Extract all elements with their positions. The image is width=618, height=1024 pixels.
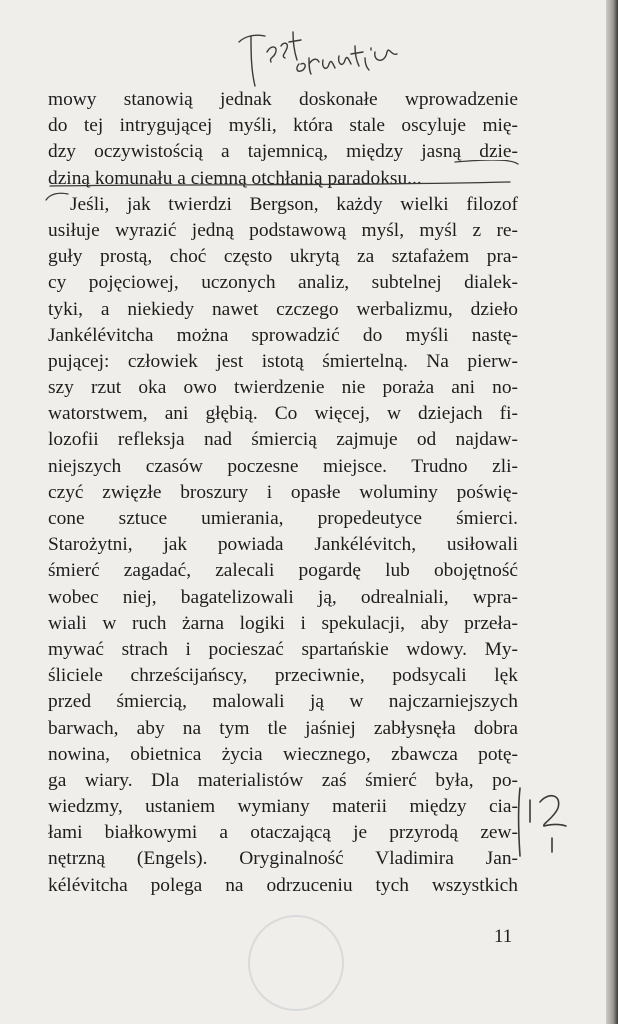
text-line: do tej intrygującej myśli, która stale oscyluje mię- <box>48 115 518 137</box>
handwritten-note <box>225 12 425 92</box>
text-line: tyki, a niekiedy nawet czczego werbalizmu, dzieło <box>48 298 518 320</box>
text-line: Jankélévitcha można sprowadzić do myśli nastę- <box>48 324 518 346</box>
text-line: cone sztuce umierania, propedeutyce śmierci. <box>48 508 518 529</box>
text-line: mywać strach i pocieszać spartańskie wdowy. My- <box>48 638 518 660</box>
text-line: dzy oczywistością a tajemnicą, między jasną dzie- <box>48 141 518 163</box>
text-line: śliciele chrześcijańscy, przeciwnie, podsycali lęk <box>48 665 518 687</box>
pencil-underline <box>40 160 520 210</box>
text-line: śmierć zagadać, zalecali pogardę lub obojętność <box>48 560 518 582</box>
text-line: czyć zwięzłe broszury i opasłe woluminy poświę- <box>48 481 518 503</box>
text-line: guły prostą, choć często ukrytą za sztafażem pra- <box>48 246 518 268</box>
text-line: dziną komunału a ciemną otchłanią paradoksu... <box>48 167 422 189</box>
text-line: szy rzut oka owo twierdzenie nie poraża ani no- <box>48 377 518 399</box>
text-line: barwach, aby na tym tle jaśniej zabłysnęła dobra <box>48 717 518 739</box>
text-line: niejszych czasów poczesne miejsce. Trudno zli- <box>48 455 518 477</box>
text-line: usiłuje wyrazić jedną podstawową myśl, myśl z re- <box>48 219 518 241</box>
text-line: pującej: człowiek jest istotą śmiertelną. Na pierw- <box>48 350 518 372</box>
margin-marks <box>500 782 590 862</box>
text-line: przed śmiercią, malowali ją w najczarniejszych <box>48 691 518 713</box>
book-edge <box>606 0 618 1024</box>
text-line: kélévitcha polega na odrzuceniu tych wszystkich <box>48 874 518 896</box>
text-line: nowina, obietnica życia wiecznego, zbawcza potę- <box>48 743 518 765</box>
text-line: Jeśli, jak twierdzi Bergson, każdy wielki filozof <box>70 193 518 215</box>
text-line: mowy stanowią jednak doskonałe wprowadzenie <box>48 89 518 110</box>
text-line: Starożytni, jak powiada Jankélévitch, usiłowali <box>48 534 518 556</box>
library-stamp <box>248 915 344 1011</box>
text-line: nętrzną (Engels). Oryginalność Vladimira Jan- <box>48 848 518 870</box>
text-line: ga wiary. Dla materialistów zaś śmierć była, po- <box>48 769 518 791</box>
text-line: wiali w ruch żarna logiki i spekulacji, aby przeła- <box>48 612 518 634</box>
text-line: lozofii refleksja nad śmiercią zajmuje od najdaw- <box>48 429 518 451</box>
text-line: wobec niej, bagatelizowali ją, odrealniali, wpra- <box>48 586 518 608</box>
text-line: łami białkowymi a otaczającą je przyrodą zew- <box>48 822 518 844</box>
text-line: cy pojęciowej, uczonych analiz, subtelnej dialek- <box>48 272 518 294</box>
text-line: wiedzmy, ustaniem wymiany materii między cia- <box>48 796 518 818</box>
page-number: 11 <box>494 926 513 947</box>
text-line: watorstwem, ani głębią. Co więcej, w dziejach fi- <box>48 403 518 425</box>
